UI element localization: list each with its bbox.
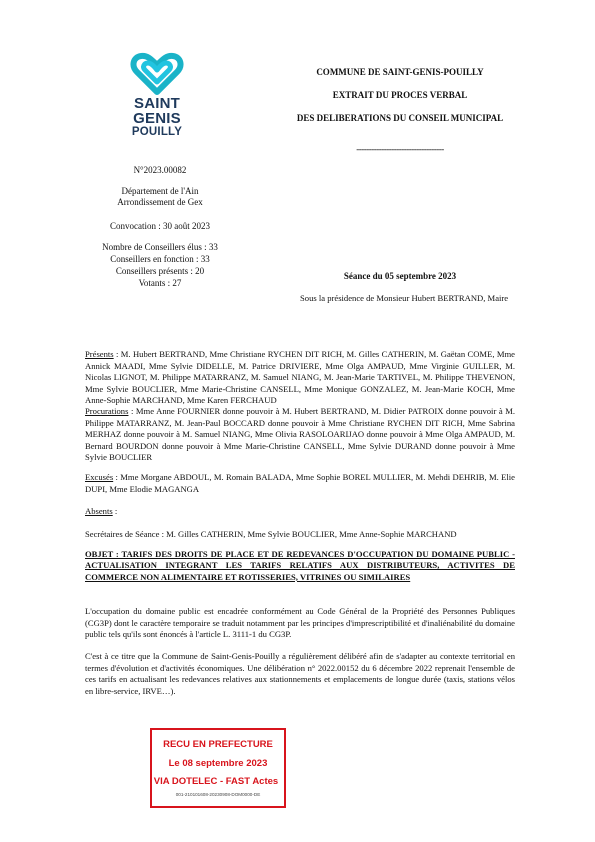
stamp-via: VIA DOTELEC - FAST Actes: [153, 776, 279, 787]
context-paragraph: C'est à ce titre que la Commune de Saint-Genis-Pouilly a régulièrement délibéré afin de s'adapter au contexte territorial en termes d'évolution et d'activités économiques. Une délibération n° 2022.00152 du 6 décembre 2022 reprenait l'ensemble de ces tarifs en actualisant les redevances relatives aux stationnements et emplacements de longue durée (taxis, stations vélos en libre-service, IRVE…).: [85, 651, 515, 696]
procurations-paragraph: [85, 406, 515, 464]
commune-title: COMMUNE DE SAINT-GENIS-POUILLY: [316, 67, 484, 77]
separator-dashes: -----------------------------------: [356, 144, 444, 154]
logo-genis: GENIS: [133, 110, 181, 127]
extrait-title: EXTRAIT DU PROCES VERBAL: [332, 90, 468, 100]
conseillers-fonction: Conseillers en fonction : 33: [110, 254, 210, 264]
intro-paragraph: L'occupation du domaine public est encadrée conformément au Code Général de la Propriété des Personnes Publiques (CG3P) dont le caractère temporaire se traduit notamment par les principes d'imprescriptibilité et d'inaliénabilité du domaine public tels qu'ils sont énoncés à l'article L. 3111-1 du CG3P.: [85, 606, 515, 640]
votants: Votants : 27: [138, 278, 182, 288]
logo-pouilly: POUILLY: [131, 126, 183, 138]
procurations-text: : Mme Anne FOURNIER donne pouvoir à M. Hubert BERTRAND, M. Didier PATROIX donne pouvoir à M. Philippe MATARRANZ, M. Jean-Paul BOCCARD donne pouvoir à Mme Christiane RYCHEN DIT RICH, Mme Sabrina MERHAZ donne pouvoir à M. Samuel NIANG, Mme Olivia RASOLOARIJAO donne pouvoir à Mme Olga AMPAUD, M. Bernard BOURDON donne pouvoir à Mme Marie-Christine CANSELL, Mme Sylvie DURAND donne pouvoir à Mme Sylvie BOUCLIER: [85, 406, 515, 463]
seance-date: Séance du 05 septembre 2023: [343, 271, 457, 281]
stamp-date: Le 08 septembre 2023: [168, 758, 268, 769]
deliberation-number: N°2023.00082: [133, 165, 187, 175]
department: Département de l'Ain: [121, 186, 199, 196]
stamp-id: 001-210101608-20230908-DOM0000-DE: [175, 792, 261, 797]
deliberations-title: DES DELIBERATIONS DU CONSEIL MUNICIPAL: [296, 113, 504, 123]
conseillers-presents: Conseillers présents : 20: [115, 266, 205, 276]
stamp-recu: RECU EN PREFECTURE: [163, 739, 273, 750]
secretaires-paragraph: Secrétaires de Séance : M. Gilles CATHERIN, Mme Sylvie BOUCLIER, Mme Anne-Sophie MARCHAND: [85, 529, 457, 539]
procurations-label: Procurations: [85, 406, 129, 416]
objet-paragraph: OBJET : TARIFS DES DROITS DE PLACE ET DE REDEVANCES D'OCCUPATION DU DOMAINE PUBLIC - ACTUALISATION INTEGRANT LES TARIFS RELATIFS AUX DISTRIBUTEURS, ACTIVITES DE COMMERCE NON ALIMENTAIRE ET ROTISSERIES, VITRINES OU SIMILAIRES: [85, 549, 515, 582]
excuses-paragraph: [85, 472, 515, 495]
convocation-date: Convocation : 30 août 2023: [110, 221, 210, 231]
arrondissement: Arrondissement de Gex: [117, 197, 203, 207]
logo-saint: SAINT: [134, 95, 180, 112]
excuses-text: : Mme Morgane ABDOUL, M. Romain BALADA, Mme Sophie BOREL MULLIER, M. Mehdi DEHRIB, M. Elie DUPI, Mme Elodie MAGANGA: [85, 472, 515, 494]
presents-text: : M. Hubert BERTRAND, Mme Christiane RYCHEN DIT RICH, M. Gilles CATHERIN, M. Gaëtan COME, Mme Annick MAADI, Mme Sylvie DIDELLE, M. Patrice DRIVIERE, Mme Olga AMPAUD, Mme Virginie GUILLER, M. Nicolas LIGNOT, M. Philippe MATARRANZ, M. Samuel NIANG, M. Jean-Marie TARTIVEL, M. Philippe THEVENON, Mme Sylvie BOUCLIER, Mme Marie-Christine CANSELL, Mme Monique GONZALEZ, M. Jean-Marie KOCH, Mme Anne-Sophie MARCHAND, Mme Karen FERCHAUD: [85, 349, 515, 406]
presidence: Sous la présidence de Monsieur Hubert BERTRAND, Maire: [300, 293, 509, 303]
presents-label: Présents: [85, 349, 114, 359]
absents-label: Absents: [85, 506, 113, 516]
absents-text: :: [112, 506, 118, 516]
excuses-label: Excusés: [85, 472, 114, 482]
commune-logo: [118, 52, 196, 139]
prefecture-stamp: [150, 728, 286, 808]
conseillers-elus: Nombre de Conseillers élus : 33: [102, 242, 218, 252]
absents-paragraph: [85, 506, 515, 518]
heart-logo-icon: [129, 52, 185, 96]
presents-paragraph: [85, 349, 515, 407]
